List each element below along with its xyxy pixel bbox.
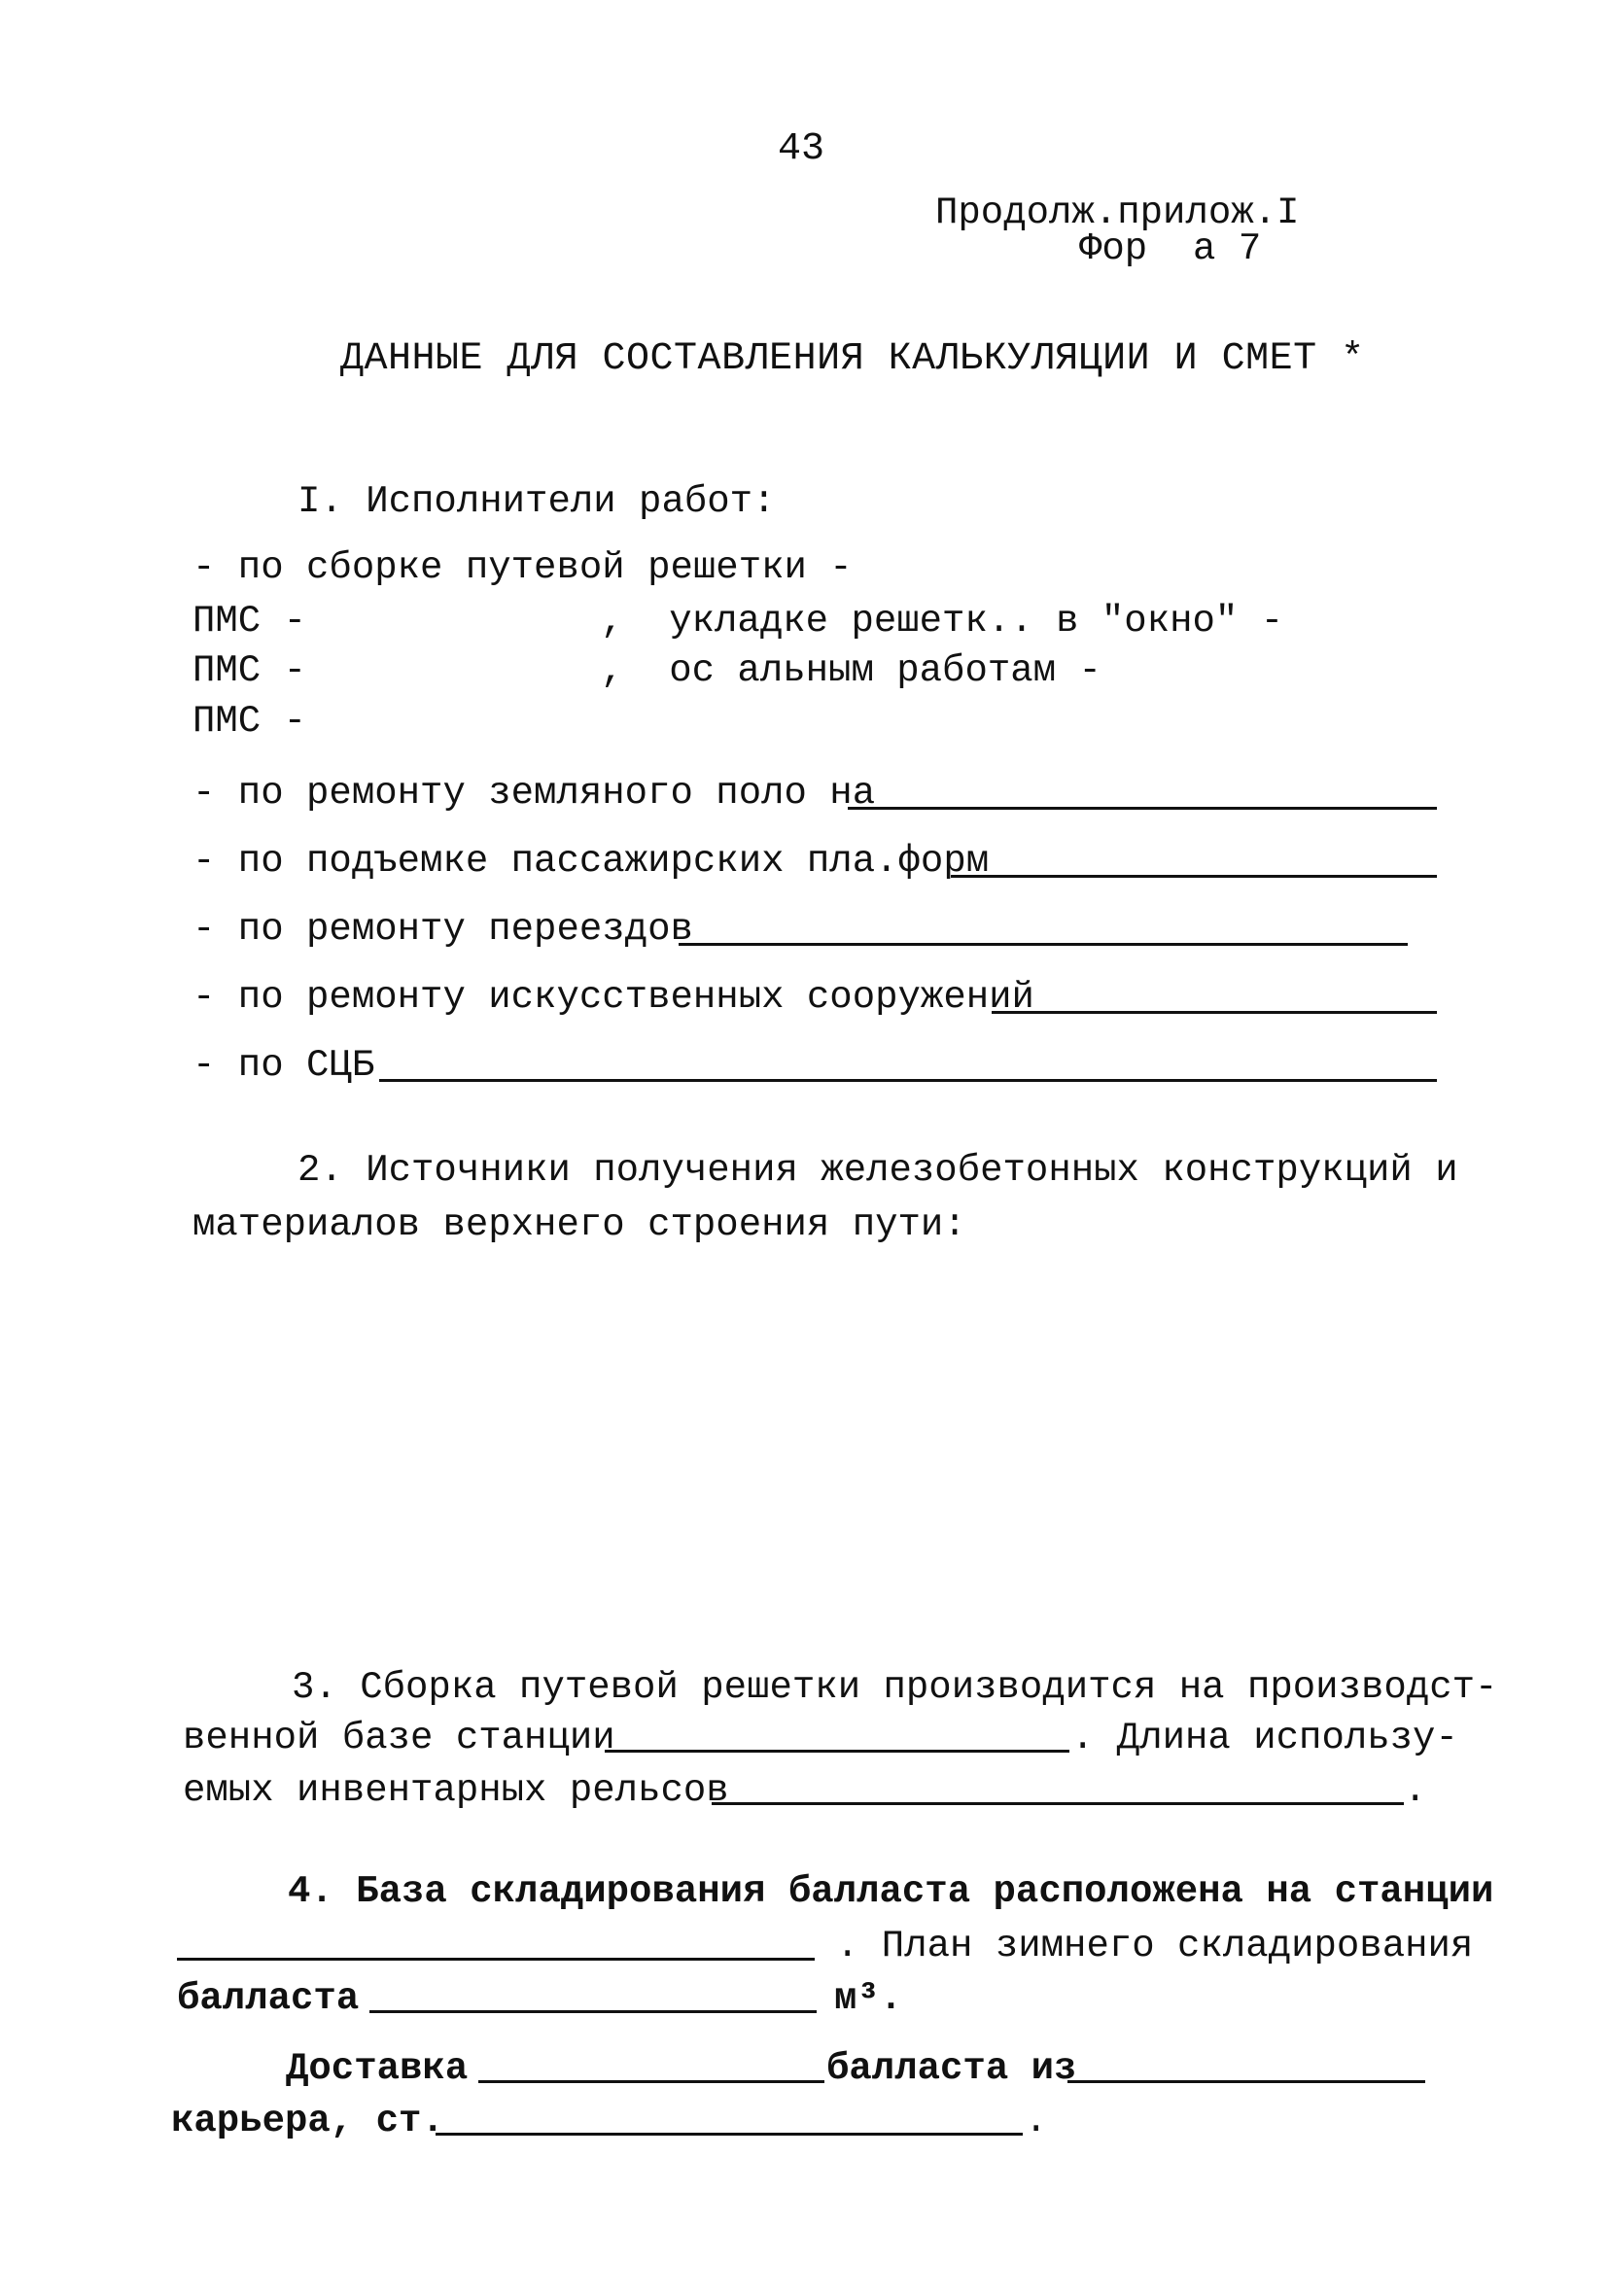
pms-label: ПМС - xyxy=(192,649,307,692)
section-3-line-1: 3. Сборка путевой решетки производится на производст- xyxy=(292,1666,1498,1709)
appendix-continuation: Продолж.прилож.I xyxy=(935,191,1300,234)
rail-length-blank xyxy=(712,1802,1404,1805)
section-2-line-1: 2. Источники получения железобетонных конструкций и xyxy=(297,1149,1458,1192)
assembly-executor: - по сборке путевой решетки - xyxy=(192,546,853,589)
laying-executor: , укладке решетк.. в "окно" - xyxy=(601,600,1284,643)
station-blank xyxy=(605,1750,1069,1753)
delivery-blank xyxy=(478,2080,824,2083)
quarry-station-blank xyxy=(436,2133,1023,2136)
platforms-blank xyxy=(951,875,1437,878)
platforms-executor: - по подъемке пассажирских пла.форм xyxy=(192,840,990,883)
section-2-line-2: материалов верхнего строения пути: xyxy=(192,1203,966,1246)
page-number: 43 xyxy=(778,127,825,171)
page-title: ДАННЫЕ ДЛЯ СОСТАВЛЕНИЯ КАЛЬКУЛЯЦИИ И СМЕТ * xyxy=(340,337,1365,381)
earthwork-executor: - по ремонту земляного поло на xyxy=(192,772,876,815)
section-4-line-1: 4. База складирования балласта расположена на станции xyxy=(288,1870,1494,1913)
section-3-base-label: венной базе станции xyxy=(183,1717,615,1759)
ballast-station-blank xyxy=(177,1958,815,1961)
crossings-blank xyxy=(679,943,1408,946)
earthwork-blank xyxy=(848,807,1437,810)
section-3-rail-length-label: . Длина использу- xyxy=(1071,1717,1458,1759)
form-number: Фор а 7 xyxy=(1079,227,1262,270)
scb-blank xyxy=(379,1079,1437,1082)
ballast-from-label: балласта из xyxy=(826,2047,1077,2090)
section-1-heading: I. Исполнители работ: xyxy=(297,480,776,523)
section-4-end: . xyxy=(1025,2100,1048,2142)
structures-blank xyxy=(992,1011,1437,1014)
pms-label: ПМС - xyxy=(192,700,307,743)
section-3-rails-label: емых инвентарных рельсов xyxy=(183,1769,729,1812)
crossings-executor: - по ремонту переездов xyxy=(192,908,693,951)
section-3-end: . xyxy=(1404,1769,1427,1812)
pms-label: ПМС - xyxy=(192,600,307,643)
structures-executor: - по ремонту искусственных сооружений xyxy=(192,976,1034,1019)
ballast-volume-blank xyxy=(369,2010,817,2013)
winter-storage-label: . План зимнего складирования xyxy=(836,1925,1474,1967)
scb-executor: - по СЦБ xyxy=(192,1044,375,1087)
delivery-label: Доставка xyxy=(286,2047,469,2090)
volume-unit: м³. xyxy=(834,1977,903,2020)
other-executor: , ос альным работам - xyxy=(601,649,1101,692)
ballast-label: балласта xyxy=(177,1977,360,2020)
ballast-source-blank xyxy=(1067,2080,1425,2083)
quarry-label: карьера, ст. xyxy=(171,2100,444,2142)
